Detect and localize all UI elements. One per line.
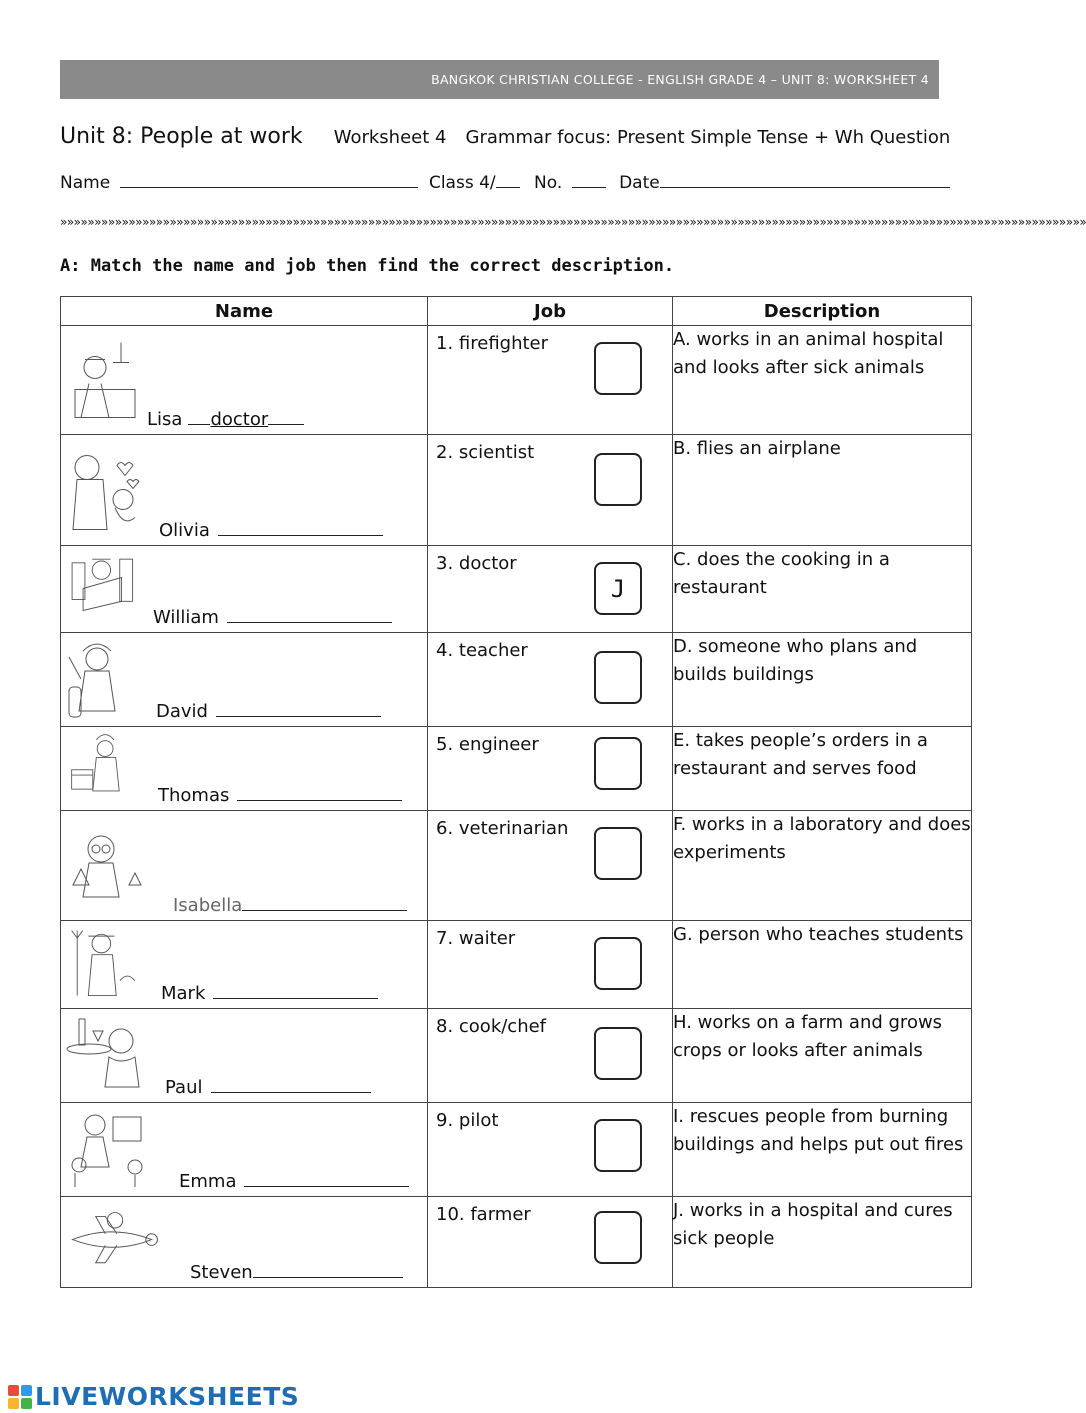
job-cell [428,727,673,811]
person-name: William [153,607,219,628]
header-name: Name [61,297,428,326]
person-name-label [158,785,402,806]
job-answer-field[interactable] [227,622,392,623]
job-cell [428,1009,673,1103]
description-cell: F. works in a laboratory and does experiments [673,811,972,921]
student-info-row [60,172,950,193]
person-name: Lisa [147,409,183,430]
description-answer-box[interactable] [594,937,642,990]
person-name: Paul [165,1077,203,1098]
waiter-icon [65,1013,147,1097]
description-cell: D. someone who plans and builds buildings [673,633,972,727]
description-cell: B. flies an airplane [673,435,972,546]
logo-mark-icon [8,1385,32,1409]
description-answer-box[interactable] [594,342,642,395]
job-answer-field[interactable] [253,1277,403,1278]
header-banner [60,60,939,99]
person-name-label [173,895,407,916]
description-answer-box[interactable] [594,1211,642,1264]
job-label: 9. pilot [436,1110,499,1131]
description-answer-box[interactable] [594,827,642,880]
job-label: 4. teacher [436,640,528,661]
name-cell [61,811,428,921]
job-answer-field[interactable] [237,800,402,801]
job-label: 10. farmer [436,1204,531,1225]
name-cell [61,727,428,811]
chef-icon [65,731,147,805]
person-name: David [156,701,208,722]
matching-table [60,296,972,1288]
name-label: Name [60,173,111,193]
class-label: Class 4/ [428,173,496,193]
name-field[interactable] [120,172,418,188]
name-cell [61,633,428,727]
table-row [61,811,972,921]
logo-text: LIVEWORKSHEETS [35,1382,300,1411]
job-answer-field[interactable] [213,998,378,999]
person-name: Olivia [159,520,210,541]
description-cell: I. rescues people from burning buildings and helps put out fires [673,1103,972,1197]
job-cell [428,546,673,633]
job-label: 1. firefighter [436,333,549,354]
header-job: Job [428,297,673,326]
table-row [61,1009,972,1103]
table-row [61,435,972,546]
person-name-label [179,1171,409,1192]
description-answer-box[interactable] [594,737,642,790]
engineer-icon [65,550,147,627]
job-cell [428,921,673,1009]
person-name-label [190,1262,403,1283]
divider-chevrons: »»»»»»»»»»»»»»»»»»»»»»»»»»»»»»»»»»»»»»»»»»»»»»»»»»»»»»»»»»»»»»»»»»»»»»»»»»»»»»»»»»»»»»»»»»»»»»»»»»»»»»»»»»»»»»»»»»»»»»»»»»»»»»»»»»»»»»»»»»»»»»»»»»»»»» [60,215,1086,229]
date-field[interactable] [660,172,950,188]
person-name: Steven [190,1262,253,1283]
unit-title: Unit 8: People at work [60,124,303,149]
liveworksheets-logo [8,1382,299,1411]
name-cell [61,921,428,1009]
job-label: 5. engineer [436,734,539,755]
date-label: Date [619,173,660,193]
description-answer-box[interactable] [594,651,642,704]
table-row [61,727,972,811]
description-cell: G. person who teaches students [673,921,972,1009]
job-label: 2. scientist [436,442,535,463]
description-cell: C. does the cooking in a restaurant [673,546,972,633]
name-cell [61,326,428,435]
description-answer-box[interactable] [594,453,642,506]
job-label: 8. cook/chef [436,1016,547,1037]
person-name: Isabella [173,895,243,916]
pilot-icon [65,1201,165,1282]
veterinarian-icon [65,439,147,540]
table-row [61,546,972,633]
doctor-icon [65,330,147,429]
table-row [61,326,972,435]
firefighter-icon [65,637,147,721]
instruction-text: A: Match the name and job then find the correct description. [60,256,675,276]
name-cell [61,1009,428,1103]
person-name-label [165,1077,371,1098]
title-row [60,124,990,149]
farmer-icon [65,925,147,1003]
table-row [61,921,972,1009]
description-cell: A. works in an animal hospital and looks after sick animals [673,326,972,435]
name-cell [61,1103,428,1197]
job-label: 3. doctor [436,553,517,574]
table-row [61,1103,972,1197]
job-answer-field[interactable] [244,1186,409,1187]
name-cell [61,546,428,633]
table-row [61,633,972,727]
job-cell [428,633,673,727]
description-answer-box[interactable]: J [594,562,642,615]
worksheet-label: Worksheet 4 [333,127,447,148]
number-label: No. [534,173,563,193]
description-cell: J. works in a hospital and cures sick people [673,1197,972,1288]
job-label: 7. waiter [436,928,516,949]
person-name: Emma [179,1171,237,1192]
header-description: Description [673,297,972,326]
number-field[interactable] [572,172,606,188]
job-cell [428,435,673,546]
grammar-focus: Grammar focus: Present Simple Tense + Wh Question [465,127,951,148]
description-answer-box[interactable] [594,1119,642,1172]
banner-text: BANGKOK CHRISTIAN COLLEGE - ENGLISH GRADE 4 – UNIT 8: WORKSHEET 4 [431,72,929,87]
job-label: 6. veterinarian [436,818,569,839]
description-cell: H. works on a farm and grows crops or looks after animals [673,1009,972,1103]
job-cell [428,326,673,435]
table-header-row [61,297,972,326]
person-name: Thomas [158,785,230,806]
job-cell [428,1103,673,1197]
person-name-label [147,409,304,430]
person-name-label [161,983,378,1004]
person-name: Mark [161,983,206,1004]
job-cell [428,1197,673,1288]
person-name-label [153,607,392,628]
person-name-label [159,520,383,541]
job-answer-field[interactable] [216,716,381,717]
class-field[interactable] [496,172,520,188]
name-cell [61,435,428,546]
description-cell: E. takes people’s orders in a restaurant and serves food [673,727,972,811]
job-answer-field[interactable]: doctor [210,409,269,430]
job-cell [428,811,673,921]
scientist-icon [65,815,147,915]
person-name-label [156,701,381,722]
job-answer-field[interactable] [211,1092,371,1093]
job-answer-field[interactable] [242,910,407,911]
teacher-icon [65,1107,147,1191]
description-answer-box[interactable] [594,1027,642,1080]
table-row [61,1197,972,1288]
job-answer-field[interactable] [218,535,383,536]
name-cell [61,1197,428,1288]
